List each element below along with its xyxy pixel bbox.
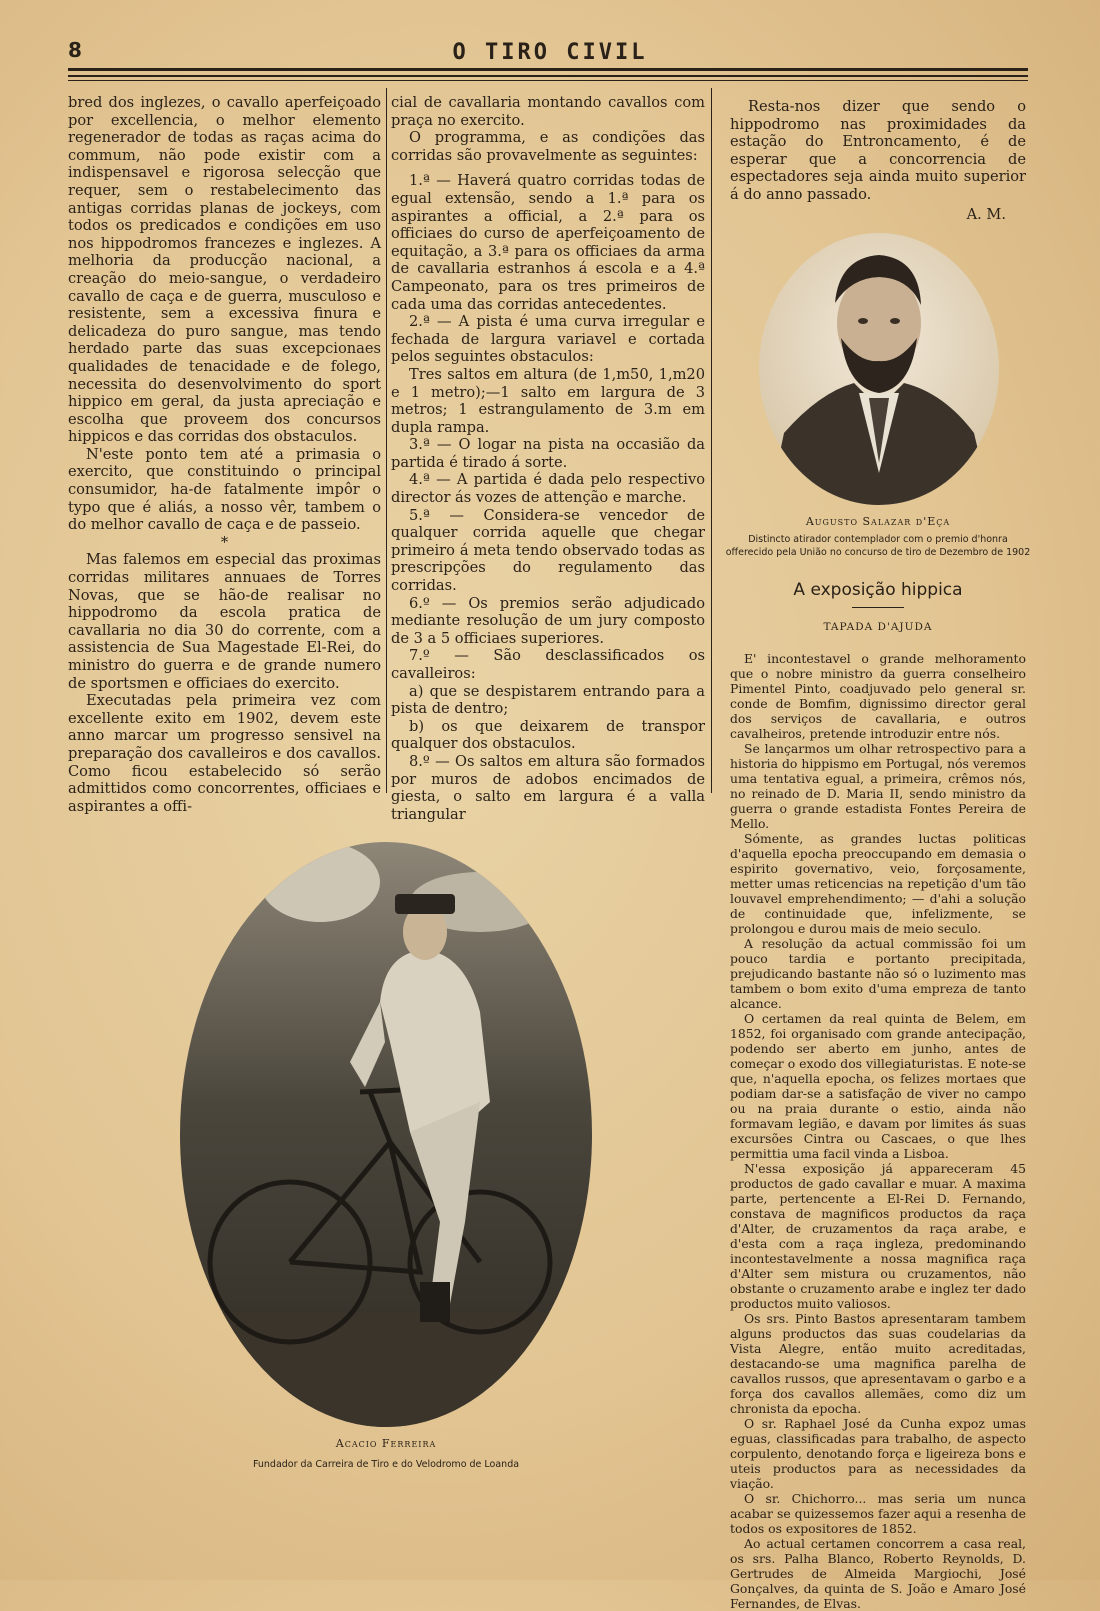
header-rule [68, 75, 1028, 77]
portrait-caption-line: offerecido pela União no concurso de tiro de Dezembro de 1902 [725, 547, 1031, 558]
paragraph: Mas falemos em especial das proximas corridas militares annuaes de Torres Novas, que se hão-de realisar no hippodromo da escola pratica de cavallaria no dia 30 do corrente, com a assistencia de Sua Magestade El-Rei, do ministro do guerra e de grande numero de sportsmen e officiaes do exercito. [68, 551, 381, 692]
section-separator: * [220, 533, 229, 551]
paragraph: Executadas pela primeira vez com excellente exito em 1902, devem este anno marcar um progresso sensivel na preparação dos cavalleiros e dos cavallos. Como ficou estabelecido só serão admittidos como concorrentes, officiaes e aspirantes a offi- [68, 692, 381, 815]
list-item: a) que se despistarem entrando para a pista de dentro; [391, 682, 705, 718]
header-rule [68, 80, 1028, 81]
column-divider [386, 88, 387, 793]
list-item: 7.º — São desclassificados os cavalleiros: [391, 647, 705, 682]
cyclist-name: Acacio Ferreira [335, 1437, 437, 1450]
list-item: b) os que deixarem de transpor qualquer dos obstaculos. [391, 717, 705, 753]
paragraph: Sómente, as grandes luctas politicas d'aquella epocha preoccupando em demasia o espirito governativo, veio, forçosamente, metter umas reticencias na repetição d'um tão louvavel emprehendimento; — d'ahi a solução de continuidade que, infelizmente, se prolongou e durou mais de meio seculo. [730, 831, 1026, 936]
cyclist-photo [180, 842, 592, 1427]
article-title: A exposição hippica [793, 580, 963, 600]
paragraph: cial de cavallaria montando cavallos com praça no exercito. [391, 94, 705, 129]
paragraph: E' incontestavel o grande melhoramento que o nobre ministro da guerra conselheiro Pimentel Pinto, coadjuvado pelo general sr. conde de Bomfim, dignissimo director geral dos serviços de cavallaria, e outros cavalheiros, pretende introduzir entre nós. [730, 651, 1026, 741]
paragraph: N'essa exposição já appareceram 45 productos de gado cavallar e muar. A maxima parte, pertencente a El-Rei D. Fernando, constava de magnificos productos da raça d'Alter, de cruzamentos da raça arabe, e d'esta com a raça ingleza, predominando incontestavelmente a nossa magnifica raça d'Alter sem mistura ou cruzamentos, não obstante o cruzamento arabe e inglez ter dado productos muito valiosos. [730, 1161, 1026, 1311]
paragraph: O programma, e as condições das corridas são provavelmente as seguintes: [391, 129, 705, 164]
paragraph: O certamen da real quinta de Belem, em 1852, foi organisado com grande antecipação, podendo ser aberto em junho, antes de começar o exodo dos villegiaturistas. E note-se que, n'aquella epocha, os felizes mortaes que podiam dar-se a satisfação de viver no campo ou na praia durante o estio, ainda não formavam legião, e davam por limites ás suas excursões Cintra ou Cascaes, o que lhes permittia uma facil vinda a Lisboa. [730, 1011, 1026, 1161]
list-item: 1.ª — Haverá quatro corridas todas de egual extensão, sendo a 1.ª para os aspirantes a official, a 2.ª para os officiaes do curso de aperfeiçoamento de equitação, a 3.ª para os officiaes da arma de cavallaria estranhos á escola e a 4.ª Campeonato, para os tres primeiros de cada uma das corridas antecedentes. [391, 172, 705, 313]
paragraph: Ao actual certamen concorrem a casa real, os srs. Palha Blanco, Roberto Reynolds, D. Gertrudes de Almeida Margiochi, José Gonçalves, da quinta de S. João e Amaro José Fernandes, de Elvas. [730, 1536, 1026, 1611]
article-subtitle: TAPADA D'AJUDA [823, 621, 933, 633]
paragraph: A resolução da actual commissão foi um pouco tardia e portanto precipitada, prejudicando bastante não só o luzimento mas tambem o bom exito d'uma empreza de tanto alcance. [730, 936, 1026, 1011]
portrait-name: Augusto Salazar d'Eça [805, 515, 951, 528]
paragraph: Resta-nos dizer que sendo o hippodromo nas proximidades da estação do Entroncamento, é de esperar que a concorrencia de espectadores seja ainda muito superior á do anno passado. [730, 98, 1026, 203]
list-item: 5.ª — Considera-se vencedor de qualquer corrida aquelle que chegar primeiro á meta tendo observado todas as prescripções do regulamento das corridas. [391, 506, 705, 595]
paragraph: O sr. Chichorro... mas seria um nunca acabar se quizessemos fazer aqui a resenha de todos os expositores de 1852. [730, 1491, 1026, 1536]
paragraph: bred dos inglezes, o cavallo aperfeiçoado por excellencia, o melhor elemento regenerador de todas as raças acima do commum, não pode existir com a indispensavel e rigorosa selecção que requer, sem o restabelecimento das antigas corridas planas de jockeys, com todos os predicados e condições em uso nos hippodromos francezes e inglezes. A melhoria da producção nacional, a creação do meio-sangue, o verdadeiro cavallo de caça e de guerra, musculoso e resistente, sem a excessiva finura e delicadeza do puro sangue, mas tendo herdado parte das suas excepcionaes qualidades de tenacidade e de folego, necessita do desenvolvimento do sport hippico em geral, da justa apreciação e escolha que proveem dos concursos hippicos e das corridas dos obstaculos. [68, 94, 381, 446]
paragraph: Se lançarmos um olhar retrospectivo para a historia do hippismo em Portugal, nós veremos uma tentativa egual, a primeira, crêmos nós, no reinado de D. Maria II, sendo ministro da guerra o grande estadista Fontes Pereira de Mello. [730, 741, 1026, 831]
list-item: 3.ª — O logar na pista na occasião da partida é tirado á sorte. [391, 436, 705, 471]
signature: A. M. [966, 205, 1006, 223]
list-item: 2.ª — A pista é uma curva irregular e fechada de largura variavel e cortada pelos seguintes obstaculos: [391, 313, 705, 366]
column-divider [711, 88, 712, 793]
column-3-top [730, 98, 1026, 223]
title-rule [852, 607, 904, 608]
paragraph: Os srs. Pinto Bastos apresentaram tambem alguns productos das suas coudelarias da Vista Alegre, então muito acreditadas, destacando-se uma magnifica parelha de cavallos russos, que apresentavam o garbo e a força dos cavallos allemães, como diz um chronista da epocha. [730, 1311, 1026, 1416]
page-number: 8 [68, 38, 82, 62]
column-1 [68, 94, 381, 815]
list-item: 6.º — Os premios serão adjudicado mediante resolução de um jury composto de 3 a 5 officiaes superiores. [391, 594, 705, 647]
paragraph: Tres saltos em altura (de 1,m50, 1,m20 e 1 metro);—1 salto em largura de 3 metros; 1 estrangulamento de 3.m em dupla rampa. [391, 365, 705, 436]
list-item: 8.º — Os saltos em altura são formados por muros de adobos encimados de giesta, o salto em largura é a valla triangular [391, 752, 705, 823]
paragraph: O sr. Raphael José da Cunha expoz umas eguas, classificadas para trabalho, de aspecto corpulento, denotando força e ligeireza bons e uteis productos para as necessidades da viação. [730, 1416, 1026, 1491]
column-2 [391, 94, 705, 823]
cyclist-caption: Fundador da Carreira de Tiro e do Velodromo de Loanda [252, 1459, 520, 1470]
paragraph: N'este ponto tem até a primasia o exercito, que constituindo o principal consumidor, ha-de fatalmente impôr o typo que é aliás, a nosso vêr, tambem o do melhor cavallo de caça e de passeio. [68, 445, 381, 534]
portrait-photo [759, 233, 999, 505]
list-item: 4.ª — A partida é dada pelo respectivo director ás vozes de attenção e marche. [391, 471, 705, 507]
header-rule [68, 68, 1028, 71]
article-body [730, 651, 1026, 1611]
masthead-title: O TIRO CIVIL [452, 40, 648, 65]
portrait-caption [725, 533, 1031, 559]
portrait-caption-line: Distincto atirador contemplador com o premio d'honra [748, 534, 1008, 545]
